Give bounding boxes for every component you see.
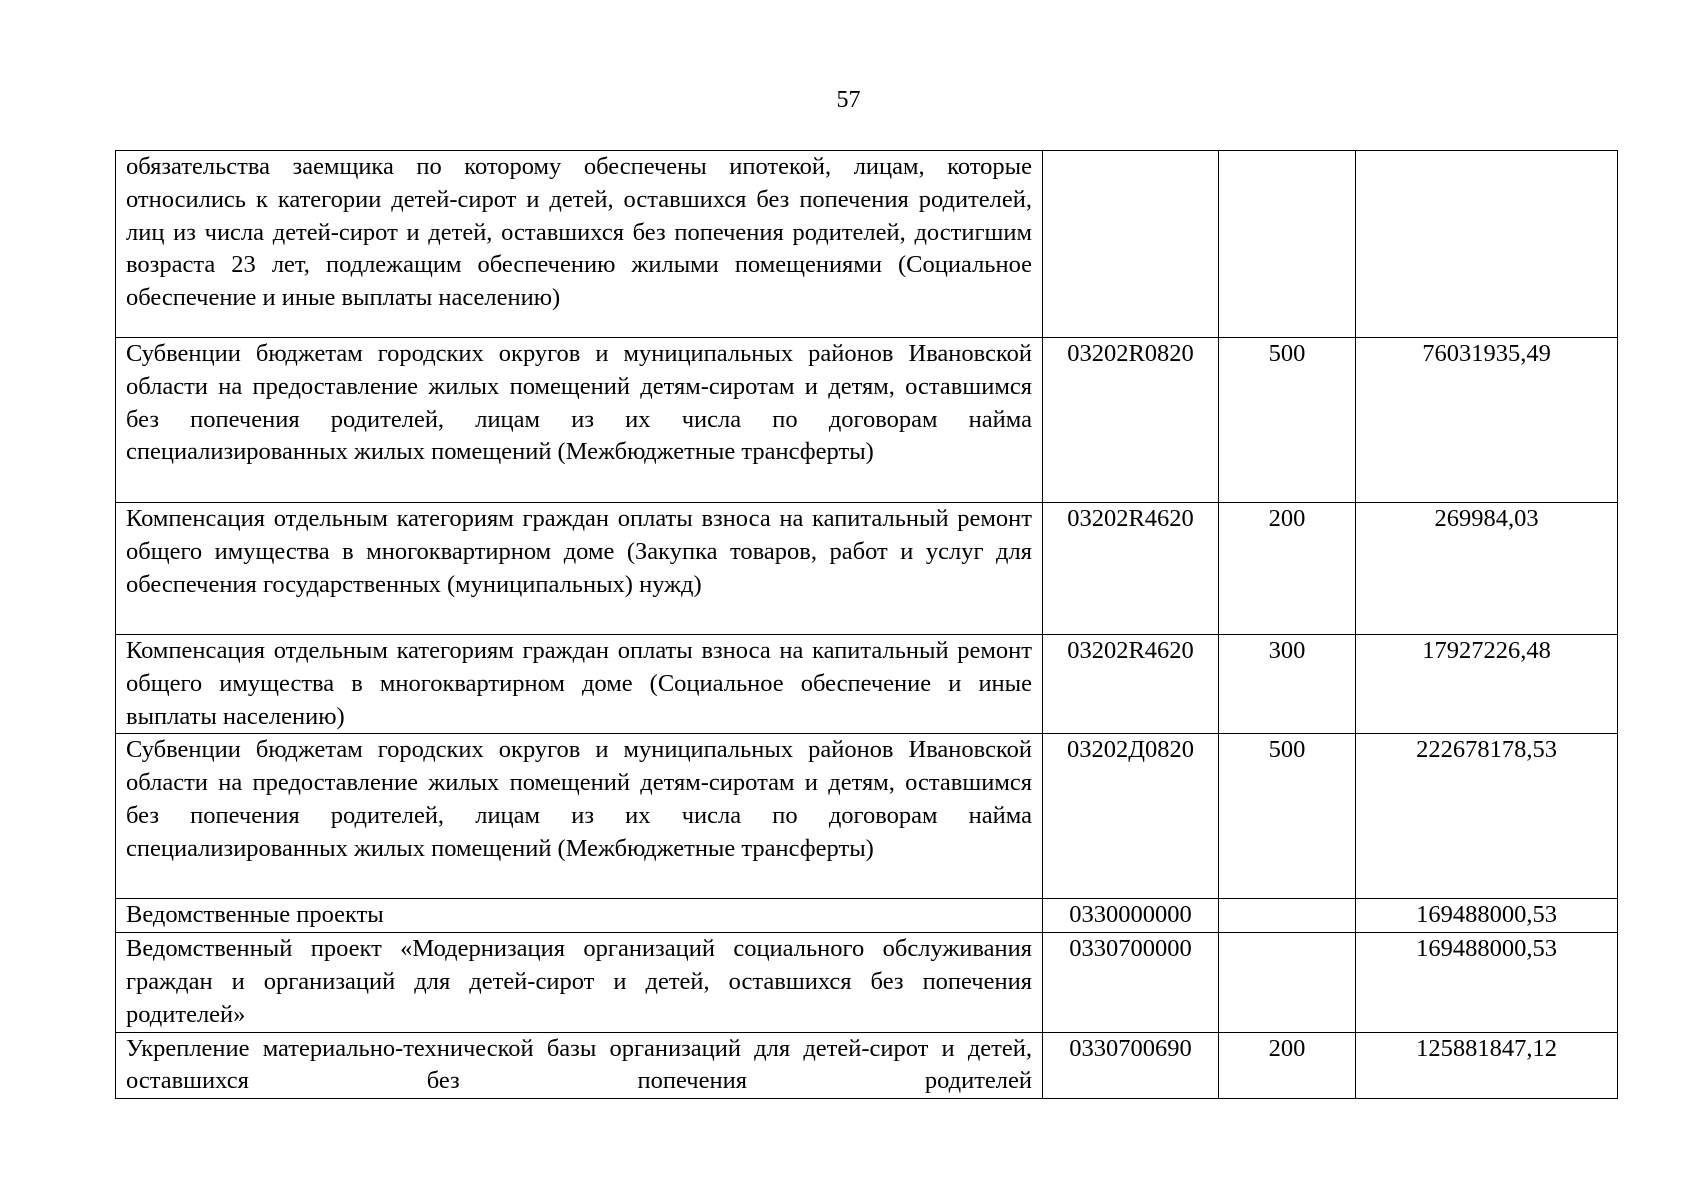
row-sum-cell: 125881847,12	[1356, 1032, 1618, 1099]
table-row	[116, 151, 1618, 338]
row-type-cell	[1219, 899, 1356, 933]
row-code-cell: 03202R4620	[1043, 635, 1219, 734]
row-type-cell: 200	[1219, 503, 1356, 635]
table-row	[116, 503, 1618, 635]
row-code-cell: 0330700000	[1043, 933, 1219, 1032]
row-name-cell: обязательства заемщика по которому обеспечены ипотекой, лицам, которые относились к категории детей-сирот и детей, оставшихся без попечения родителей, лиц из числа детей-сирот и детей, оставшихся без попечения родителей, достигшим возраста 23 лет, подлежащим обеспечению жилыми помещениями (Социальное обеспечение и иные выплаты населению)	[116, 151, 1043, 338]
page-number: 57	[836, 87, 861, 113]
row-name-cell: Субвенции бюджетам городских округов и муниципальных районов Ивановской области на предоставление жилых помещений детям-сиротам и детям, оставшимся без попечения родителей, лицам из их числа по договорам найма специализированных жилых помещений (Межбюджетные трансферты)	[116, 338, 1043, 503]
row-sum-cell: 17927226,48	[1356, 635, 1618, 734]
row-sum-cell: 222678178,53	[1356, 734, 1618, 899]
row-name-cell: Компенсация отдельным категориям граждан оплаты взноса на капитальный ремонт общего имущества в многоквартирном доме (Закупка товаров, работ и услуг для обеспечения государственных (муниципальных) нужд)	[116, 503, 1043, 635]
row-name-cell: Субвенции бюджетам городских округов и муниципальных районов Ивановской области на предоставление жилых помещений детям-сиротам и детям, оставшимся без попечения родителей, лицам из их числа по договорам найма специализированных жилых помещений (Межбюджетные трансферты)	[116, 734, 1043, 899]
table-row	[116, 933, 1618, 1032]
row-sum-cell: 169488000,53	[1356, 933, 1618, 1032]
row-sum-cell: 269984,03	[1356, 503, 1618, 635]
row-type-cell: 500	[1219, 734, 1356, 899]
row-code-cell: 03202R0820	[1043, 338, 1219, 503]
table-row	[116, 1032, 1618, 1099]
row-type-cell	[1219, 933, 1356, 1032]
row-code-cell: 03202Д0820	[1043, 734, 1219, 899]
row-sum-cell: 76031935,49	[1356, 338, 1618, 503]
row-code-cell: 0330700690	[1043, 1032, 1219, 1099]
table-row	[116, 635, 1618, 734]
budget-table	[115, 150, 1618, 1099]
row-type-cell	[1219, 151, 1356, 338]
table-row	[116, 899, 1618, 933]
row-name-cell: Компенсация отдельным категориям граждан оплаты взноса на капитальный ремонт общего имущества в многоквартирном доме (Социальное обеспечение и иные выплаты населению)	[116, 635, 1043, 734]
row-name-cell: Укрепление материально-технической базы организаций для детей-сирот и детей, оставшихся без попечения родителей	[116, 1032, 1043, 1099]
row-sum-cell	[1356, 151, 1618, 338]
row-sum-cell: 169488000,53	[1356, 899, 1618, 933]
row-code-cell: 0330000000	[1043, 899, 1219, 933]
row-name-cell: Ведомственные проекты	[116, 899, 1043, 933]
row-name-cell: Ведомственный проект «Модернизация организаций социального обслуживания граждан и организаций для детей-сирот и детей, оставшихся без попечения родителей»	[116, 933, 1043, 1032]
table-row	[116, 338, 1618, 503]
row-code-cell	[1043, 151, 1219, 338]
row-type-cell: 300	[1219, 635, 1356, 734]
table-row	[116, 734, 1618, 899]
row-code-cell: 03202R4620	[1043, 503, 1219, 635]
row-type-cell: 200	[1219, 1032, 1356, 1099]
row-type-cell: 500	[1219, 338, 1356, 503]
